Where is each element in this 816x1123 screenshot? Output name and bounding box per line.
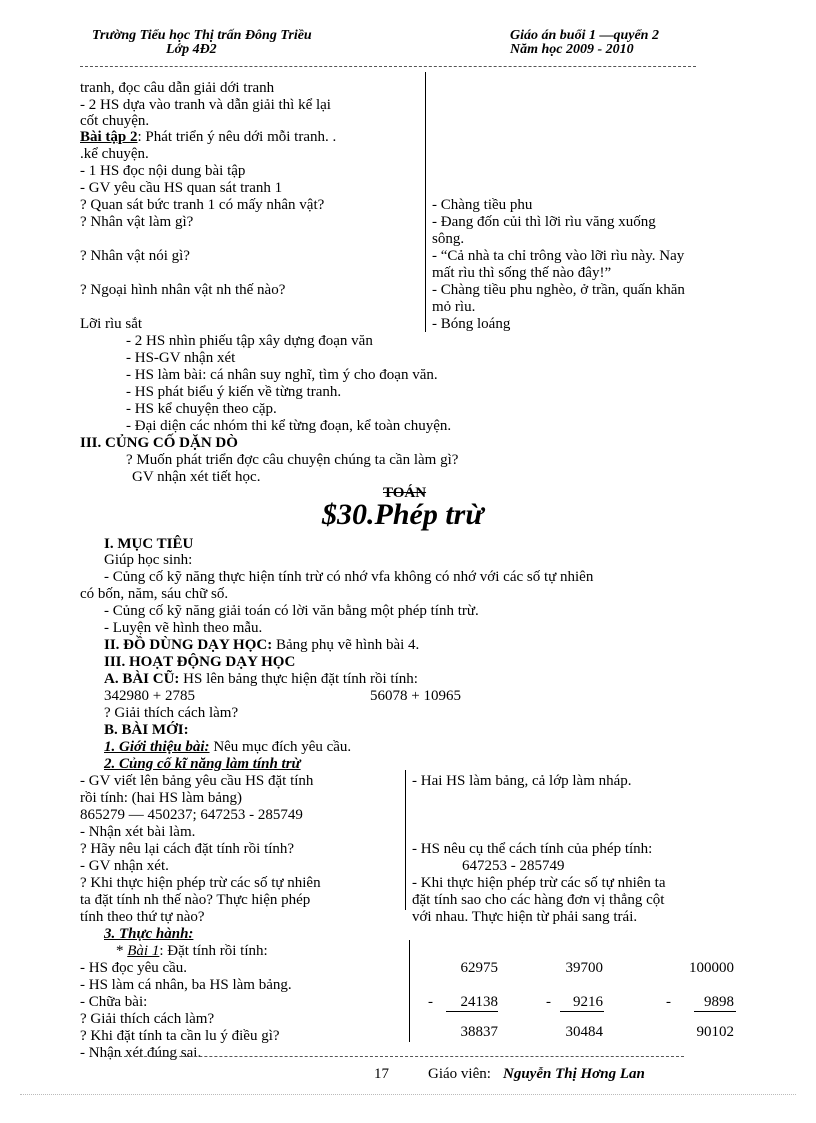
s1-right-6: mỏ rìu. bbox=[432, 299, 476, 315]
s1-right-7: - Bóng loáng bbox=[432, 316, 511, 332]
muc-tieu-heading: I. MỤC TIÊU bbox=[104, 536, 194, 552]
s2-left-4: ? Hãy nêu lại cách đặt tính rồi tính? bbox=[80, 841, 295, 857]
s1-indent-1: - HS-GV nhận xét bbox=[126, 350, 236, 366]
s1-left-5: - 1 HS đọc nội dung bài tập bbox=[80, 163, 246, 179]
bai1-label: Bài 1 bbox=[127, 943, 160, 959]
bai1-text: : Đặt tính rồi tính: bbox=[159, 943, 268, 959]
s2-left-2: 865279 — 450237; 647253 - 285749 bbox=[80, 807, 303, 823]
goal-1: - Củng cố kỹ năng thực hiện tính trừ có nhớ vfa không có nhớ với các số tự nhiên bbox=[104, 569, 594, 585]
s1-indent-2: - HS làm bài: cá nhân suy nghĩ, tìm ý cho đoạn văn. bbox=[126, 367, 438, 383]
footer-rule bbox=[104, 1056, 684, 1057]
header-rule bbox=[80, 66, 696, 67]
sub1-r: 38837 bbox=[460, 1024, 498, 1040]
sub3-minus: - bbox=[666, 994, 671, 1010]
do-dung-text: Bảng phụ vẽ hình bài 4. bbox=[272, 637, 420, 653]
s2-right-8: với nhau. Thực hiện từ phải sang trái. bbox=[412, 909, 638, 925]
p-left-3: ? Giải thích cách làm? bbox=[80, 1011, 215, 1027]
header-doc: Giáo án buổi 1 —quyển 2 bbox=[510, 28, 659, 43]
p-left-1: - HS làm cá nhân, ba HS làm bảng. bbox=[80, 977, 292, 993]
s1-left-10: ? Nhân vật nói gì? bbox=[80, 248, 190, 264]
goal-4: - Luyện vẽ hình theo mẫu. bbox=[104, 620, 263, 636]
cungco-line-1: GV nhận xét tiết học. bbox=[132, 469, 261, 485]
subject-label: TOÁN bbox=[383, 485, 427, 501]
p-left-4: ? Khi đặt tính ta cần lu ý điều gì? bbox=[80, 1028, 280, 1044]
s2-right-5: 647253 - 285749 bbox=[462, 858, 565, 874]
s2-left-7: ta đặt tính nh thế nào? Thực hiện phép bbox=[80, 892, 311, 908]
column-divider-3 bbox=[409, 940, 410, 1042]
lesson-title: $30.Phép trừ bbox=[322, 498, 484, 531]
header-year: Năm học 2009 - 2010 bbox=[510, 42, 634, 57]
s1-right-3: - “Cả nhà ta chỉ trông vào lỡi rìu này. Nay bbox=[432, 248, 685, 264]
calc-2: 56078 + 10965 bbox=[370, 688, 461, 704]
s1-right-0: - Chàng tiều phu bbox=[432, 197, 533, 213]
sub2-b: 9216 bbox=[573, 994, 603, 1010]
sub2-a: 39700 bbox=[565, 960, 603, 976]
header-school: Trường Tiểu học Thị trấn Đông Triều bbox=[92, 28, 312, 43]
calc-1: 342980 + 2785 bbox=[104, 688, 195, 704]
s2-left-3: - Nhận xét bài làm. bbox=[80, 824, 196, 840]
s2-right-4: - HS nêu cụ thể cách tính của phép tính: bbox=[412, 841, 653, 857]
practice-heading: 3. Thực hành: bbox=[104, 926, 194, 942]
s1-left-2: cốt chuyện. bbox=[80, 113, 150, 129]
s1-left-12: ? Ngoại hình nhân vật nh thế nào? bbox=[80, 282, 286, 298]
s2-left-1: rồi tính: (hai HS làm bảng) bbox=[80, 790, 243, 806]
goal-2: có bốn, năm, sáu chữ số. bbox=[80, 586, 229, 602]
p-left-2: - Chữa bài: bbox=[80, 994, 148, 1010]
bt2-text: : Phát triển ý nêu dới mỗi tranh. . bbox=[137, 129, 337, 145]
s1-right-5: - Chàng tiều phu nghèo, ở trần, quấn khăn bbox=[432, 282, 685, 298]
s1-left-8: ? Nhân vật làm gì? bbox=[80, 214, 194, 230]
s1-right-2: sông. bbox=[432, 231, 465, 247]
sub1-b: 24138 bbox=[460, 994, 498, 1010]
s2-left-8: tính theo thứ tự nào? bbox=[80, 909, 205, 925]
sub3-line bbox=[694, 1011, 736, 1012]
column-divider-2 bbox=[405, 770, 406, 910]
column-divider bbox=[425, 72, 426, 332]
cungco-line-0: ? Muốn phát triển đợc câu chuyện chúng ta cần làm gì? bbox=[126, 452, 459, 468]
teacher-label: Giáo viên: bbox=[428, 1066, 491, 1082]
s2-right-6: - Khi thực hiện phép trừ các số tự nhiên ta bbox=[412, 875, 666, 891]
s1-left-1: - 2 HS dựa vào tranh và dẫn giải thì kể lại bbox=[80, 97, 331, 113]
bai-cu bbox=[104, 671, 418, 687]
s2-left-5: - GV nhận xét. bbox=[80, 858, 169, 874]
page-bottom-rule bbox=[20, 1094, 796, 1095]
s1-left-14: Lỡi rìu sắt bbox=[80, 316, 143, 332]
teacher-name: Nguyễn Thị Hơng Lan bbox=[503, 1066, 645, 1082]
explain-question: ? Giải thích cách làm? bbox=[104, 705, 239, 721]
s1-indent-3: - HS phát biểu ý kiến về từng tranh. bbox=[126, 384, 342, 400]
s1-indent-0: - 2 HS nhìn phiếu tập xây dựng đoạn văn bbox=[126, 333, 373, 349]
do-dung-label: II. ĐỒ DÙNG DẠY HỌC: bbox=[104, 637, 273, 653]
bai-cu-label: A. BÀI CŨ: bbox=[104, 671, 180, 687]
s1-indent-4: - HS kể chuyện theo cặp. bbox=[126, 401, 277, 417]
bt2-label: Bài tập 2 bbox=[80, 129, 138, 145]
s1-indent-5: - Đại diện các nhóm thi kể từng đoạn, kể toàn chuyện. bbox=[126, 418, 452, 434]
hoat-dong-heading: III. HOẠT ĐỘNG DẠY HỌC bbox=[104, 654, 296, 670]
s1-right-1: - Đang đốn củi thì lỡi rìu văng xuống bbox=[432, 214, 656, 230]
s1-bt2 bbox=[80, 129, 336, 145]
bai-cu-text: HS lên bảng thực hiện đặt tính rồi tính: bbox=[179, 671, 418, 687]
page-number: 17 bbox=[374, 1066, 389, 1082]
s1-left-7: ? Quan sát bức tranh 1 có mấy nhân vật? bbox=[80, 197, 325, 213]
do-dung bbox=[104, 637, 419, 653]
sub2-minus: - bbox=[546, 994, 551, 1010]
p-left-5: - Nhận xét đúng sai. bbox=[80, 1045, 202, 1061]
header-class: Lớp 4Đ2 bbox=[166, 42, 217, 57]
sub1-line bbox=[446, 1011, 498, 1012]
sub3-a: 100000 bbox=[689, 960, 734, 976]
s1-left-6: - GV yêu cầu HS quan sát tranh 1 bbox=[80, 180, 283, 196]
cungco-heading: III. CỦNG CỐ DẶN DÒ bbox=[80, 435, 238, 451]
goal-3: - Củng cố kỹ năng giải toán có lời văn bằng một phép tính trừ. bbox=[104, 603, 479, 619]
cung-co-heading: 2. Củng cố kĩ năng làm tính trừ bbox=[104, 756, 301, 772]
gioi-thieu-label: 1. Giới thiệu bài: bbox=[104, 739, 210, 755]
gioi-thieu bbox=[104, 739, 351, 755]
s1-left-0: tranh, đọc câu dẫn giải dới tranh bbox=[80, 80, 275, 96]
gioi-thieu-text: Nêu mục đích yêu cầu. bbox=[209, 739, 352, 755]
sub1-a: 62975 bbox=[460, 960, 498, 976]
sub3-r: 90102 bbox=[696, 1024, 734, 1040]
s1-right-4: mất rìu thì sống thế nào đây!” bbox=[432, 265, 612, 281]
bai-moi-heading: B. BÀI MỚI: bbox=[104, 722, 189, 738]
sub2-r: 30484 bbox=[565, 1024, 603, 1040]
p-left-0: - HS đọc yêu cầu. bbox=[80, 960, 188, 976]
s2-right-0: - Hai HS làm bảng, cả lớp làm nháp. bbox=[412, 773, 632, 789]
goal-0: Giúp học sinh: bbox=[104, 552, 193, 568]
s2-left-0: - GV viết lên bảng yêu cầu HS đặt tính bbox=[80, 773, 314, 789]
sub2-line bbox=[560, 1011, 604, 1012]
bai1: * Bài 1: Đặt tính rồi tính: bbox=[116, 943, 268, 959]
sub3-b: 9898 bbox=[704, 994, 734, 1010]
s2-left-6: ? Khi thực hiện phép trừ các số tự nhiên bbox=[80, 875, 321, 891]
s2-right-7: đặt tính sao cho các hàng đơn vị thẳng cột bbox=[412, 892, 665, 908]
s1-left-4: .kể chuyện. bbox=[80, 146, 149, 162]
sub1-minus: - bbox=[428, 994, 433, 1010]
